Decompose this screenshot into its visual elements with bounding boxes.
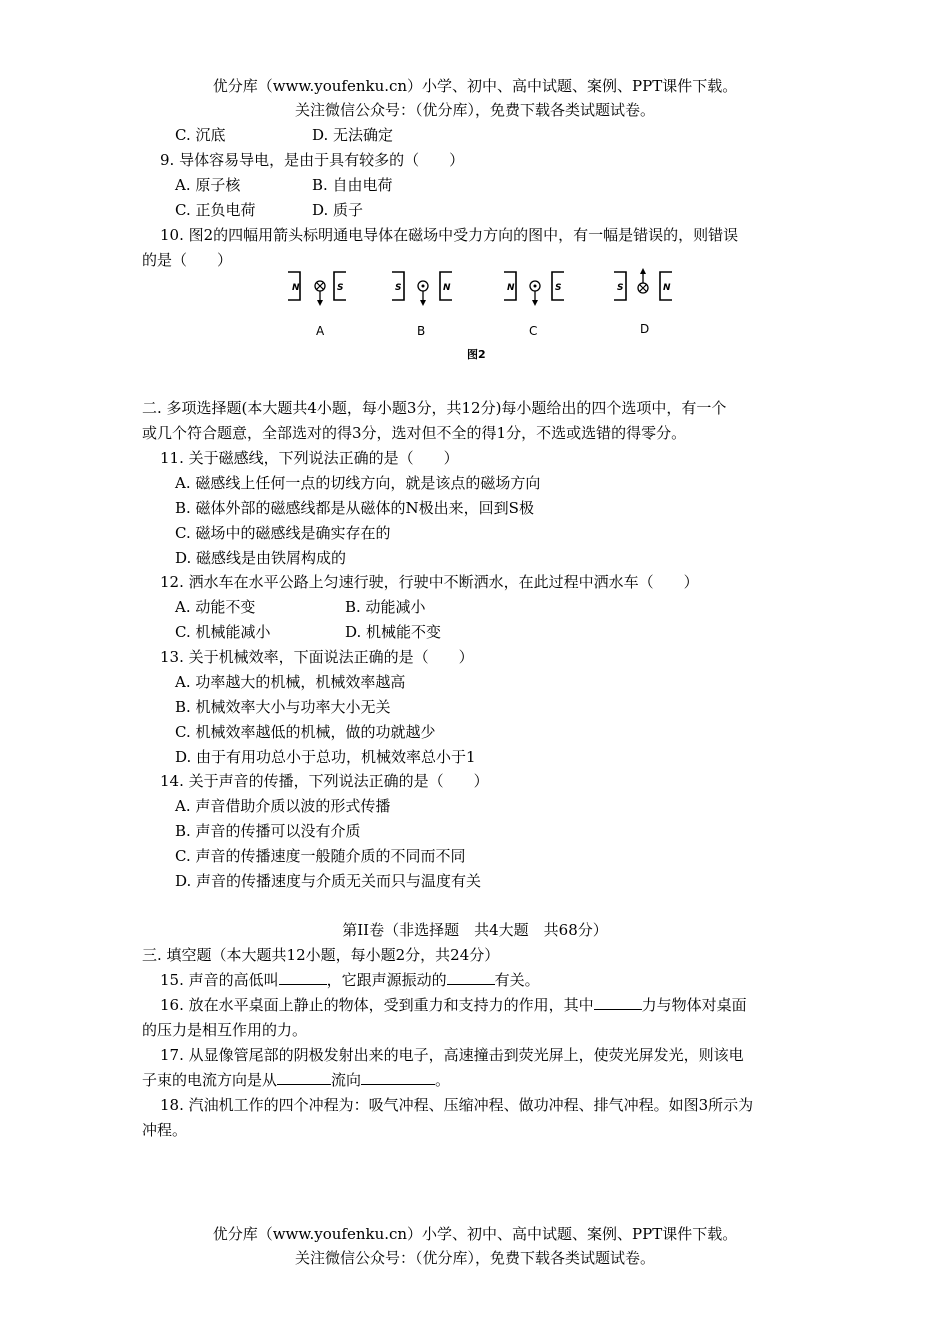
q9-option-c: C. 正负电荷 — [175, 201, 256, 219]
panel-a-label: A — [316, 324, 325, 338]
panel-b-label: B — [417, 324, 426, 338]
panel-c-label: C — [529, 324, 538, 338]
q15-part1: 15. 声音的高低叫 — [160, 971, 279, 989]
q15-part2: ，它跟声源振动的 — [326, 971, 447, 989]
q12-option-c: C. 机械能减小 — [175, 623, 271, 641]
q18-line1: 18. 汽油机工作的四个冲程为：吸气冲程、压缩冲程、做功冲程、排气冲程。如图3所示为 — [160, 1096, 754, 1114]
q13-option-a: A. 功率越大的机械，机械效率越高 — [175, 673, 406, 691]
q18-line2: 冲程。 — [142, 1121, 188, 1139]
q15-part3: 有关。 — [494, 971, 540, 989]
q10-stem-line2: 的是（ ） — [142, 251, 233, 269]
q13-option-d: D. 由于有用功总小于总功，机械效率总小于1 — [175, 748, 476, 766]
q8-option-d: D. 无法确定 — [312, 126, 394, 144]
section3-title: 三. 填空题（本大题共12小题，每小题2分，共24分） — [142, 946, 500, 964]
figure-panel-d — [614, 268, 672, 336]
panel-b-left-pole: S — [395, 283, 402, 293]
q8-option-c: C. 沉底 — [175, 126, 226, 144]
q11-option-b: B. 磁体外部的磁感线都是从磁体的N极出来，回到S极 — [175, 499, 534, 517]
header-line-2: 关注微信公众号：（优分库），免费下载各类试题试卷。 — [294, 101, 655, 119]
q13-option-b: B. 机械效率大小与功率大小无关 — [175, 698, 391, 716]
header-line-1: 优分库（www.youfenku.cn）小学、初中、高中试题、案例、PPT课件下载。 — [212, 77, 738, 95]
q17-blank-1[interactable] — [277, 1068, 331, 1085]
q17-part2: 子束的电流方向是从 — [142, 1071, 278, 1089]
q16-blank-1[interactable] — [594, 993, 642, 1010]
q17-line1: 17. 从显像管尾部的阴极发射出来的电子，高速撞击到荧光屏上，使荧光屏发光，则该电 — [160, 1046, 744, 1064]
q16-line1 — [160, 993, 747, 1017]
q17-part4: 。 — [435, 1071, 451, 1089]
panel-b-right-pole: N — [443, 283, 451, 293]
q14-option-d: D. 声音的传播速度与介质无关而只与温度有关 — [175, 872, 482, 890]
panel-d-label: D — [640, 322, 650, 336]
q12-option-d: D. 机械能不变 — [345, 623, 442, 641]
q13-stem: 13. 关于机械效率，下面说法正确的是（ ） — [160, 648, 474, 666]
section2-line2: 或几个符合题意，全部选对的得3分，选对但不全的得1分，不选或选错的得零分。 — [142, 424, 687, 442]
q11-stem: 11. 关于磁感线，下列说法正确的是（ ） — [160, 449, 459, 467]
footer-line-1: 优分库（www.youfenku.cn）小学、初中、高中试题、案例、PPT课件下载。 — [212, 1225, 738, 1243]
q12-option-a: A. 动能不变 — [175, 598, 256, 616]
q14-option-a: A. 声音借助介质以波的形式传播 — [175, 797, 391, 815]
q16-line2: 的压力是相互作用的力。 — [142, 1021, 308, 1039]
q14-option-b: B. 声音的传播可以没有介质 — [175, 822, 361, 840]
q12-option-b: B. 动能减小 — [345, 598, 426, 616]
q16-part1: 16. 放在水平桌面上静止的物体，受到重力和支持力的作用，其中 — [160, 996, 594, 1014]
q15-blank-1[interactable] — [279, 968, 327, 985]
q9-option-d: D. 质子 — [312, 201, 364, 219]
q11-option-d: D. 磁感线是由铁屑构成的 — [175, 549, 347, 567]
footer-line-2: 关注微信公众号：（优分库），免费下载各类试题试卷。 — [294, 1249, 655, 1267]
q13-option-c: C. 机械效率越低的机械，做的功就越少 — [175, 723, 436, 741]
q17-part3: 流向 — [331, 1071, 362, 1089]
q11-option-a: A. 磁感线上任何一点的切线方向，就是该点的磁场方向 — [175, 474, 541, 492]
q10-stem-line1: 10. 图2的四幅用箭头标明通电导体在磁场中受力方向的图中，有一幅是错误的，则错误 — [160, 226, 739, 244]
panel-a-left-pole: N — [292, 283, 300, 293]
q17-blank-2[interactable] — [361, 1068, 435, 1085]
figure-panel-a — [288, 272, 346, 338]
panel-a-right-pole: S — [337, 283, 344, 293]
figure-panel-b — [392, 272, 452, 338]
figure-panel-c — [504, 272, 564, 338]
q9-stem: 9. 导体容易导电，是由于具有较多的（ ） — [160, 151, 465, 169]
figure-2 — [270, 266, 690, 366]
q16-part2: 力与物体对桌面 — [641, 996, 747, 1014]
section2-line1: 二. 多项选择题(本大题共4小题，每小题3分，共12分)每小题给出的四个选项中，有一个 — [142, 399, 727, 417]
part2-title: 第II卷（非选择题 共4大题 共68分） — [342, 921, 608, 939]
q9-option-a: A. 原子核 — [175, 176, 241, 194]
q15-blank-2[interactable] — [447, 968, 495, 985]
q12-stem: 12. 洒水车在水平公路上匀速行驶，行驶中不断洒水，在此过程中洒水车（ ） — [160, 573, 699, 591]
q15 — [160, 968, 540, 992]
figure-2-caption: 图2 — [467, 348, 486, 361]
q14-stem: 14. 关于声音的传播，下列说法正确的是（ ） — [160, 772, 489, 790]
q17-line2 — [142, 1068, 450, 1092]
panel-c-left-pole: N — [507, 283, 515, 293]
q11-option-c: C. 磁场中的磁感线是确实存在的 — [175, 524, 391, 542]
panel-c-right-pole: S — [555, 283, 562, 293]
q14-option-c: C. 声音的传播速度一般随介质的不同而不同 — [175, 847, 466, 865]
q9-option-b: B. 自由电荷 — [312, 176, 393, 194]
panel-d-left-pole: S — [617, 283, 624, 293]
panel-d-right-pole: N — [663, 283, 671, 293]
